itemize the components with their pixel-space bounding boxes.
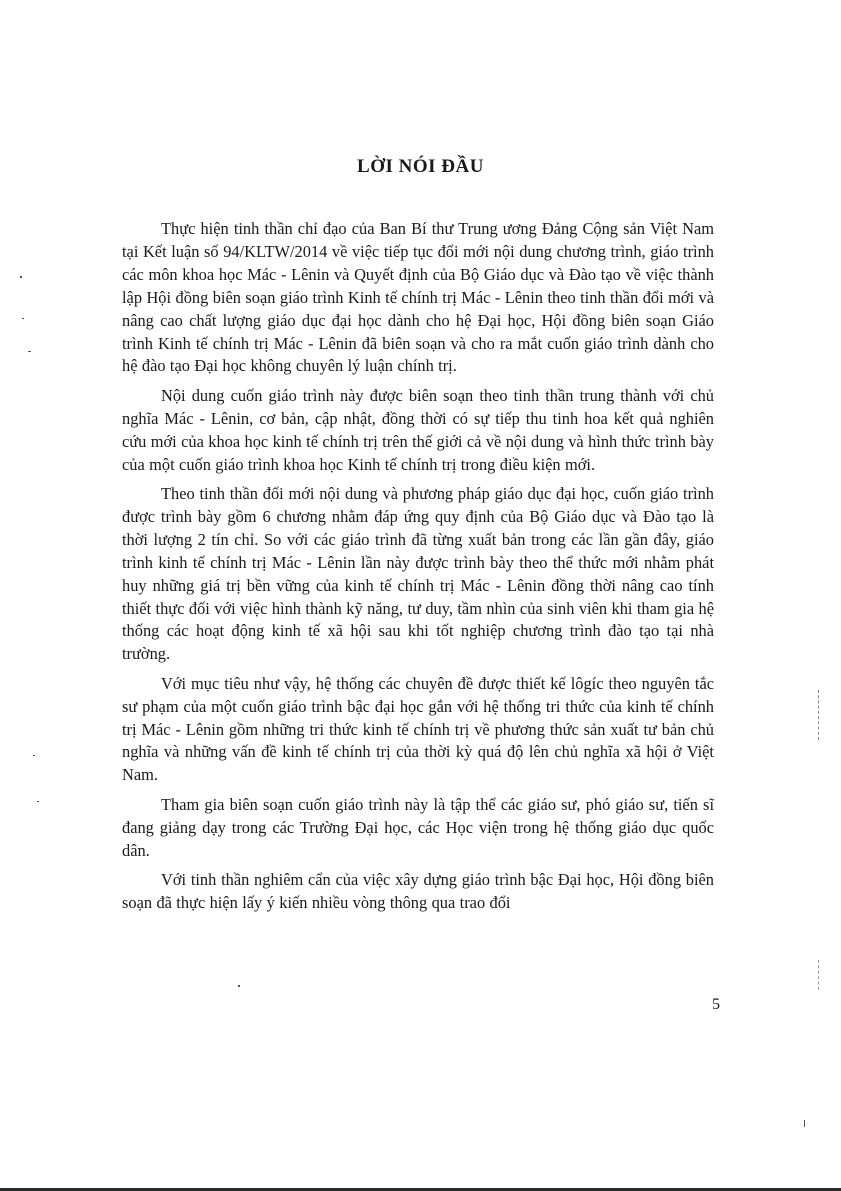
scan-artifact [28, 351, 31, 352]
paragraph-2: Nội dung cuốn giáo trình này được biên soạn theo tinh thần trung thành với chủ nghĩa Mác - Lênin, cơ bản, cập nhật, đồng thời có sự tiếp thu tinh hoa kết quả nghiên cứu mới của khoa học kinh tế chính trị trên thế giới cả về nội dung và hình thức trình bày của một cuốn giáo trình khoa học Kinh tế chính trị trong điều kiện mới. [122, 385, 714, 474]
paragraph-1: Thực hiện tinh thần chỉ đạo của Ban Bí thư Trung ương Đảng Cộng sản Việt Nam tại Kết luận số 94/KLTW/2014 về việc tiếp tục đổi mới nội dung chương trình, giáo trình các môn khoa học Mác - Lênin và Quyết định của Bộ Giáo dục và Đào tạo về việc thành lập Hội đồng biên soạn giáo trình Kinh tế chính trị Mác - Lênin theo tinh thần đổi mới và nâng cao chất lượng giáo dục đại học dành cho hệ Đại học, Hội đồng biên soạn Giáo trình Kinh tế chính trị Mác - Lênin đã biên soạn và cho ra mắt cuốn giáo trình dành cho hệ đào tạo Đại học không chuyên lý luận chính trị. [122, 219, 714, 376]
scan-artifact [818, 690, 820, 740]
scan-artifact [22, 318, 24, 319]
page-number: 5 [712, 996, 720, 1013]
document-body [122, 218, 714, 921]
scan-artifact [20, 276, 22, 278]
scan-artifact [818, 960, 820, 990]
page-title: LỜI NÓI ĐẦU [357, 156, 484, 177]
paragraph-5: Tham gia biên soạn cuốn giáo trình này là tập thể các giáo sư, phó giáo sư, tiến sĩ đang giảng dạy trong các Trường Đại học, các Học viện trong hệ thống giáo dục quốc dân. [122, 794, 714, 860]
paragraph-3: Theo tinh thần đổi mới nội dung và phương pháp giáo dục đại học, cuốn giáo trình được trình bày gồm 6 chương nhằm đáp ứng quy định của Bộ Giáo dục và Đào tạo là thời lượng 2 tín chỉ. So với các giáo trình đã từng xuất bản trong các lần gần đây, giáo trình kinh tế chính trị Mác - Lênin lần này được trình bày theo thể thức mới nhằm phát huy những giá trị bền vững của kinh tế chính trị Mác - Lênin đồng thời nâng cao tính thiết thực đối với việc hình thành kỹ năng, tư duy, tầm nhìn của sinh viên khi tham gia hệ thống các hoạt động kinh tế xã hội sau khi tốt nghiệp chương trình đào tạo tại nhà trường. [122, 483, 714, 664]
scan-artifact [33, 755, 35, 756]
paragraph-6: Với tinh thần nghiêm cẩn của việc xây dựng giáo trình bậc Đại học, Hội đồng biên soạn đã thực hiện lấy ý kiến nhiều vòng thông qua trao đổi [122, 869, 714, 912]
scan-artifact [238, 985, 240, 987]
paragraph-4: Với mục tiêu như vậy, hệ thống các chuyên đề được thiết kế lôgíc theo nguyên tắc sư phạm của một cuốn giáo trình bậc đại học gắn với hệ thống tri thức của kinh tế chính trị Mác - Lênin gồm những tri thức kinh tế chính trị về phương thức sản xuất tư bản chủ nghĩa và những vấn đề kinh tế chính trị của thời kỳ quá độ lên chủ nghĩa xã hội ở Việt Nam. [122, 673, 714, 785]
scan-artifact [804, 1120, 805, 1127]
scan-artifact [37, 801, 39, 802]
